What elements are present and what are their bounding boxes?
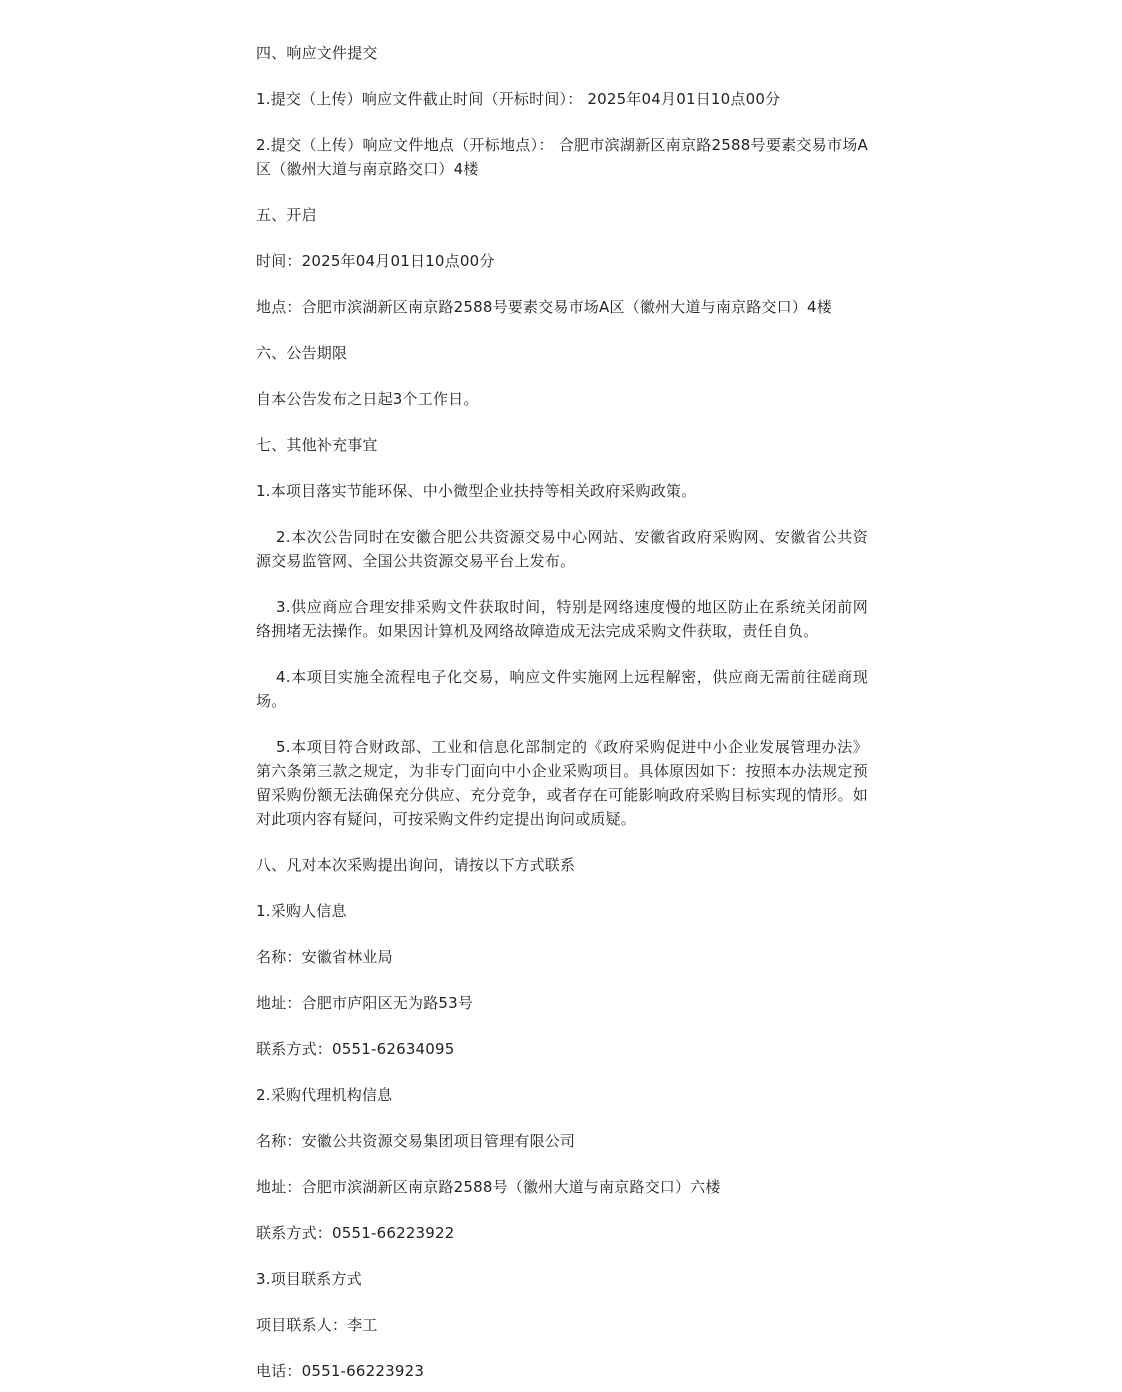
agency-address: 地址：合肥市滨湖新区南京路2588号（徽州大道与南京路交口）六楼 (256, 1178, 721, 1196)
opening-place: 地点：合肥市滨湖新区南京路2588号要素交易市场A区（徽州大道与南京路交口）4楼 (256, 298, 832, 316)
project-contact-phone: 电话：0551-66223923 (256, 1362, 425, 1380)
section-4-heading: 四、响应文件提交 (256, 44, 378, 62)
agency-contact: 联系方式：0551-66223922 (256, 1224, 455, 1242)
supplement-item-5: 5.本项目符合财政部、工业和信息化部制定的《政府采购促进中小企业发展管理办法》第六条第三款之规定，为非专门面向中小企业采购项目。具体原因如下：按照本办法规定预留采购份额无法确保充分供应、充分竞争，或者存在可能影响政府采购目标实现的情形。如对此项内容有疑问，可按采购文件约定提出询问或质疑。 (256, 738, 868, 828)
purchaser-info-title: 1.采购人信息 (256, 902, 347, 920)
opening-time: 时间：2025年04月01日10点00分 (256, 252, 495, 270)
announcement-body (256, 41, 868, 1383)
notice-period: 自本公告发布之日起3个工作日。 (256, 390, 479, 408)
supplement-item-3: 3.供应商应合理安排采购文件获取时间，特别是网络速度慢的地区防止在系统关闭前网络拥堵无法操作。如果因计算机及网络故障造成无法完成采购文件获取，责任自负。 (256, 598, 868, 640)
agency-name: 名称：安徽公共资源交易集团项目管理有限公司 (256, 1132, 576, 1150)
submission-location: 2.提交（上传）响应文件地点（开标地点）： 合肥市滨湖新区南京路2588号要素交易市场A区（徽州大道与南京路交口）4楼 (256, 136, 868, 178)
supplement-item-2: 2.本次公告同时在安徽合肥公共资源交易中心网站、安徽省政府采购网、安徽省公共资源交易监管网、全国公共资源交易平台上发布。 (256, 528, 868, 570)
purchaser-contact: 联系方式：0551-62634095 (256, 1040, 455, 1058)
supplement-item-1: 1.本项目落实节能环保、中小微型企业扶持等相关政府采购政策。 (256, 482, 697, 500)
section-5-heading: 五、开启 (256, 206, 317, 224)
purchaser-name: 名称：安徽省林业局 (256, 948, 393, 966)
supplement-item-4: 4.本项目实施全流程电子化交易，响应文件实施网上远程解密，供应商无需前往磋商现场。 (256, 668, 868, 710)
purchaser-address: 地址：合肥市庐阳区无为路53号 (256, 994, 474, 1012)
section-8-heading: 八、凡对本次采购提出询问，请按以下方式联系 (256, 856, 576, 874)
agency-info-title: 2.采购代理机构信息 (256, 1086, 393, 1104)
project-contact-title: 3.项目联系方式 (256, 1270, 362, 1288)
section-7-heading: 七、其他补充事宜 (256, 436, 378, 454)
project-contact-person: 项目联系人：李工 (256, 1316, 378, 1334)
section-6-heading: 六、公告期限 (256, 344, 348, 362)
submission-deadline: 1.提交（上传）响应文件截止时间（开标时间）： 2025年04月01日10点00分 (256, 90, 781, 108)
